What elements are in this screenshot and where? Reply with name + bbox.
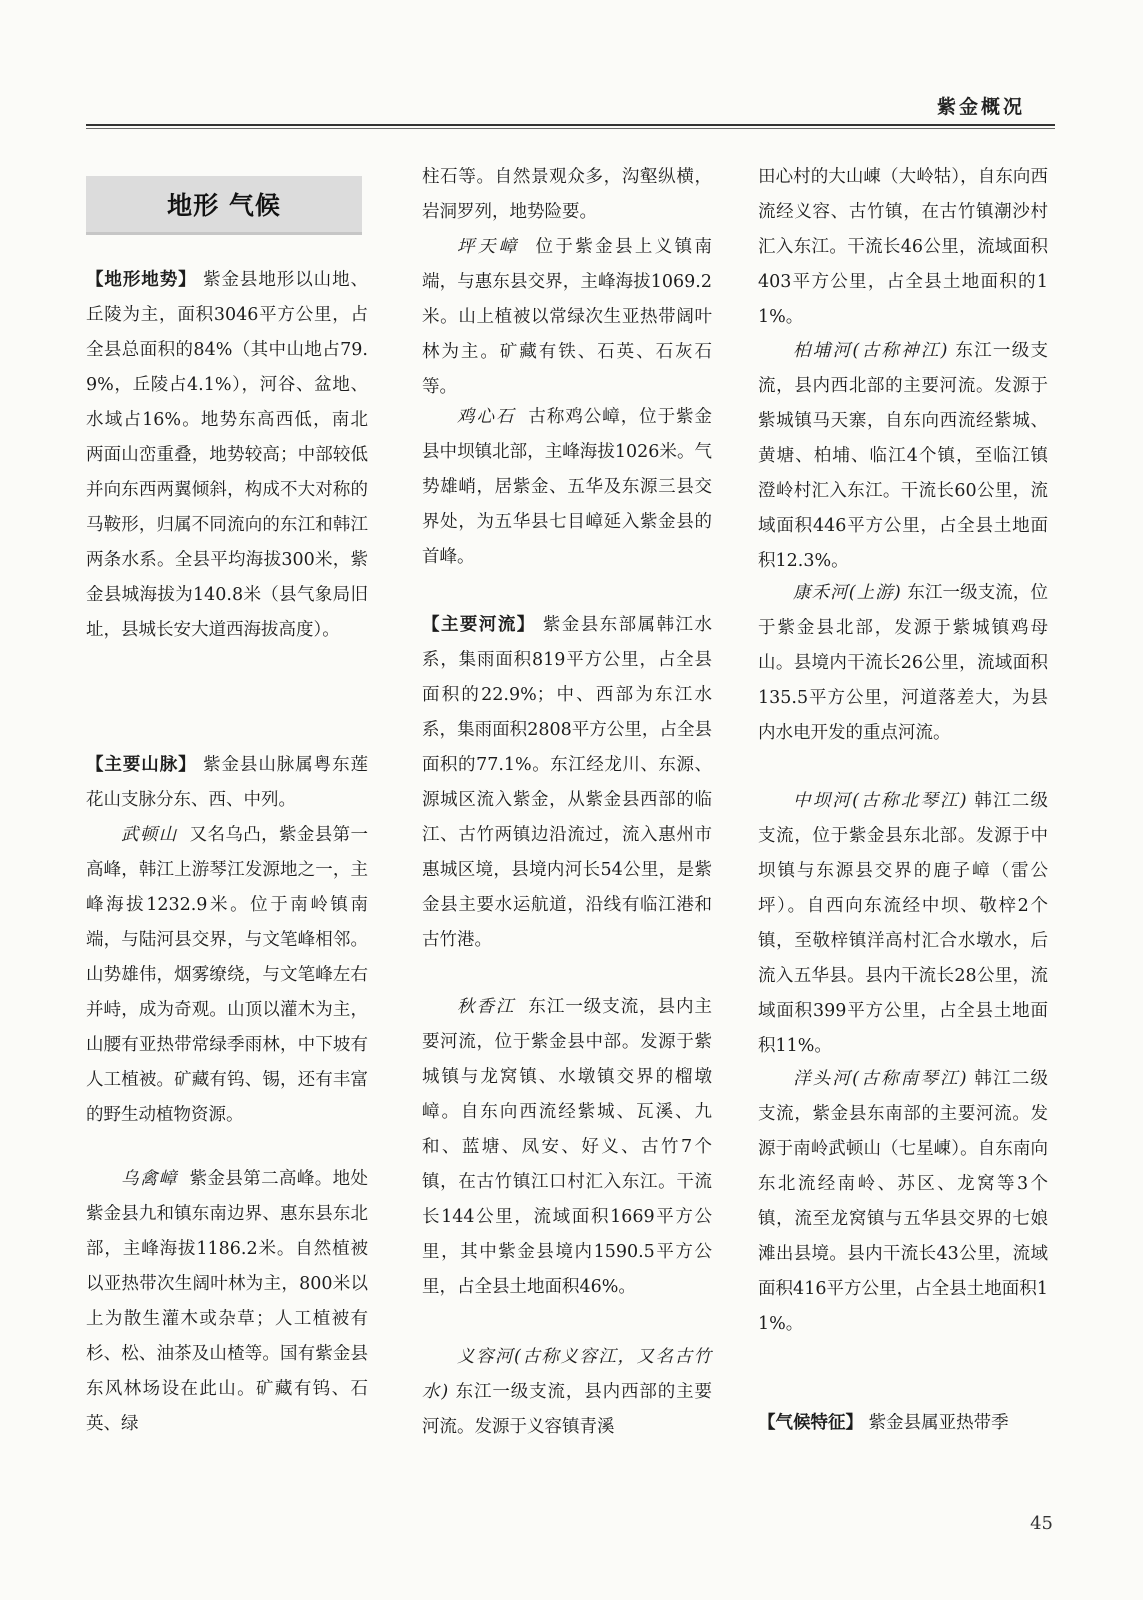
text-mountains: 紫金县山脉属粤东莲花山支脉分东、西、中列。 xyxy=(86,755,369,810)
text-jixinshi: 古称鸡公嶂，位于紫金县中坝镇北部，主峰海拔1026米。气势雄峭，居紫金、五华及东源三县交界处，为五华县七目嶂延入紫金县的首峰。 xyxy=(422,407,713,567)
text-zhongbahe: 韩江二级支流，位于紫金县东北部。发源于中坝镇与东源县交界的鹿子嶂（雷公坪）。自西向东流经中坝、敬梓2个镇，至敬梓镇洋高村汇合水墩水，后流入五华县。县内干流长28公里，流域面积399平方公里，占全县土地面积11%。 xyxy=(758,791,1048,1056)
paragraph-yangtouhe xyxy=(758,1062,1048,1342)
text-yironghe: 东江一级支流，县内西部的主要河流。发源于义容镇青溪 xyxy=(422,1382,712,1437)
heading-mountains: 【主要山脉】 xyxy=(86,755,197,775)
paragraph-continued xyxy=(422,160,712,230)
column-2 xyxy=(422,0,712,1600)
paragraph-rivers xyxy=(422,608,712,958)
name-yironghe: 义容河(古称义容江，又名古竹水) xyxy=(422,1347,712,1402)
running-header: 紫金概况 xyxy=(936,96,1025,118)
paragraph-zhongbahe xyxy=(758,784,1048,1064)
heading-climate: 【气候特征】 xyxy=(758,1413,863,1433)
heading-rivers: 【主要河流】 xyxy=(422,615,536,635)
text-terrain: 紫金县地形以山地、丘陵为主，面积3046平方公里，占全县总面积的84%（其中山地占79.9%，丘陵占4.1%），河谷、盆地、水域占16%。地势东高西低，南北两面山峦重叠，地势较高；中部较低并向东西两翼倾斜，构成不大对称的马鞍形，归属不同流向的东江和韩江两条水系。全县平均海拔300米，紫金县城海拔为140.8米（县气象局旧址，县城长安大道西海拔高度）。 xyxy=(86,270,369,640)
paragraph-climate xyxy=(758,1406,1048,1441)
name-kanghehe: 康禾河(上游) xyxy=(793,583,902,603)
text-wudunshan: 又名乌凸，紫金县第一高峰，韩江上游琴江发源地之一，主峰海拔1232.9米。位于南岭镇南端，与陆河县交界，与文笔峰相邻。山势雄伟，烟雾缭绕，与文笔峰左右并峙，成为奇观。山顶以灌木为主，山腰有亚热带常绿季雨林，中下坡有人工植被。矿藏有钨、锡，还有丰富的野生动植物资源。 xyxy=(86,825,369,1125)
paragraph-jixinshi xyxy=(422,400,712,575)
paragraph-wuqinzhang xyxy=(86,1162,368,1442)
text-rivers: 紫金县东部属韩江水系，集雨面积819平方公里，占全县面积的22.9%；中、西部为东江水系，集雨面积2808平方公里，占全县面积的77.1%。东江经龙川、东源、源城区流入紫金，从紫金县西部的临江、古竹两镇边沿流过，流入惠州市惠城区境，县境内河长54公里，是紫金县主要水运航道，沿线有临江港和古竹港。 xyxy=(422,615,713,950)
paragraph-qiuxiangjiang xyxy=(422,990,712,1305)
text-climate: 紫金县属亚热带季 xyxy=(868,1413,1009,1433)
page-number: 45 xyxy=(1030,1513,1053,1534)
text-wuqinzhang: 紫金县第二高峰。地处紫金县九和镇东南边界、惠东县东北部，主峰海拔1186.2米。自然植被以亚热带次生阔叶林为主，800米以上为散生灌木或杂草；人工植被有杉、松、油茶及山楂等。国有紫金县东风林场设在此山。矿藏有钨、石英、绿 xyxy=(86,1169,369,1434)
text-baipuhe: 东江一级支流，县内西北部的主要河流。发源于紫城镇马天寨，自东向西流经紫城、黄塘、柏埔、临江4个镇，至临江镇澄岭村汇入东江。干流长60公里，流域面积446平方公里，占全县土地面积12.3%。 xyxy=(758,341,1049,571)
section-title: 地形 气候 xyxy=(167,191,281,220)
column-3 xyxy=(758,0,1048,1600)
paragraph-yironghe xyxy=(422,1340,712,1445)
name-zhongbahe: 中坝河(古称北琴江) xyxy=(793,791,968,811)
paragraph-terrain xyxy=(86,263,368,648)
name-jixinshi: 鸡心石 xyxy=(457,407,516,427)
paragraph-pingtianzhang xyxy=(422,230,712,405)
heading-terrain: 【地形地势】 xyxy=(86,270,197,290)
text-continued: 柱石等。自然景观众多，沟壑纵横，岩洞罗列，地势险要。 xyxy=(422,167,712,222)
paragraph-baipuhe xyxy=(758,334,1048,579)
text-yangtouhe: 韩江二级支流，紫金县东南部的主要河流。发源于南岭武顿山（七星崠）。自东南向东北流经南岭、苏区、龙窝等3个镇，流至龙窝镇与五华县交界的七娘滩出县境。县内干流长43公里，流域面积416平方公里，占全县土地面积11%。 xyxy=(758,1069,1048,1334)
text-kanghehe: 东江一级支流，位于紫金县北部，发源于紫城镇鸡母山。县境内干流长26公里，流域面积135.5平方公里，河道落差大，为县内水电开发的重点河流。 xyxy=(758,583,1048,743)
paragraph-kanghehe xyxy=(758,576,1048,751)
name-yangtouhe: 洋头河(古称南琴江) xyxy=(793,1069,968,1089)
name-baipuhe: 柏埔河(古称神江) xyxy=(793,341,949,361)
name-wudunshan: 武顿山 xyxy=(121,825,178,845)
name-qiuxiangjiang: 秋香江 xyxy=(457,997,516,1017)
paragraph-yironghe-continued xyxy=(758,160,1048,335)
text-qiuxiangjiang: 东江一级支流，县内主要河流，位于紫金县中部。发源于紫城镇与龙窝镇、水墩镇交界的榴墩嶂。自东向西流经紫城、瓦溪、九和、蓝塘、凤安、好义、古竹7个镇，在古竹镇江口村汇入东江。干流长144公里，流域面积1669平方公里，其中紫金县境内1590.5平方公里，占全县土地面积46%。 xyxy=(422,997,713,1297)
paragraph-mountains xyxy=(86,748,368,818)
paragraph-wudunshan xyxy=(86,818,368,1133)
text-pingtianzhang: 位于紫金县上义镇南端，与惠东县交界，主峰海拔1069.2米。山上植被以常绿次生亚热带阔叶林为主。矿藏有铁、石英、石灰石等。 xyxy=(422,237,712,397)
column-1 xyxy=(86,0,368,1600)
name-pingtianzhang: 坪天嶂 xyxy=(457,237,520,257)
text-yironghe-continued: 田心村的大山崠（大岭牯），自东向西流经义容、古竹镇，在古竹镇潮沙村汇入东江。干流长46公里，流域面积403平方公里，占全县土地面积的11%。 xyxy=(758,167,1048,327)
name-wuqinzhang: 乌禽嶂 xyxy=(121,1169,178,1189)
